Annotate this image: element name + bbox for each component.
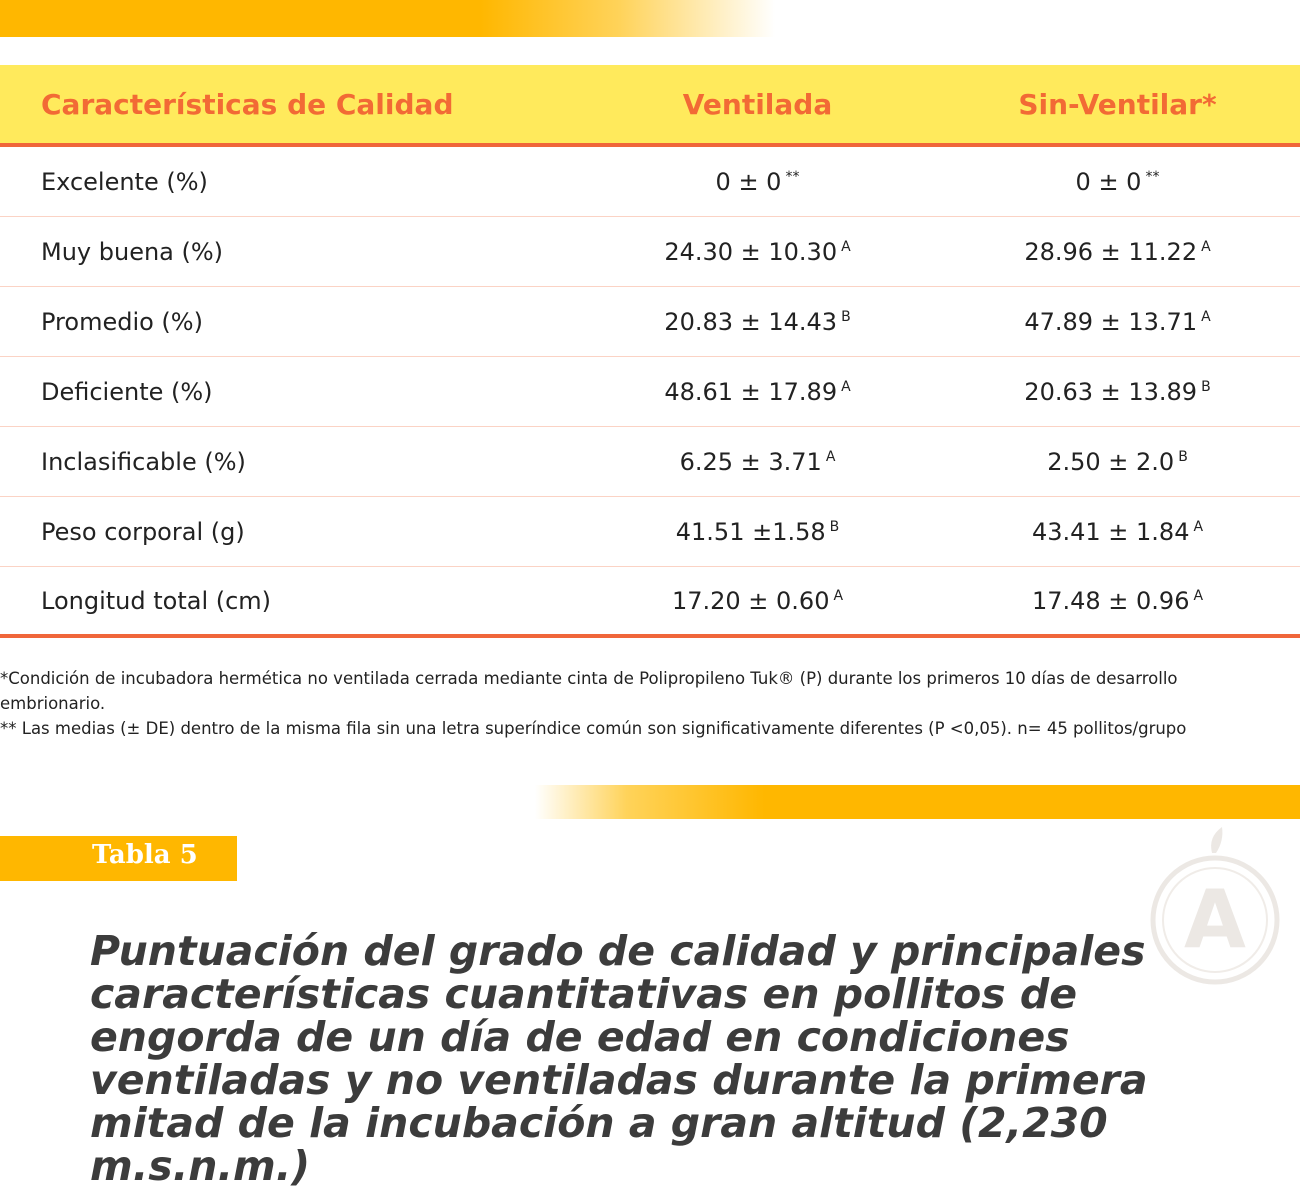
cell-superscript: B bbox=[1178, 448, 1188, 465]
cell-superscript: A bbox=[1193, 587, 1204, 604]
ventilada-cell bbox=[580, 217, 935, 287]
table-row bbox=[0, 427, 1300, 497]
table-row bbox=[0, 357, 1300, 427]
cell-superscript: B bbox=[1201, 378, 1211, 395]
cell-value: 28.96 ± 11.22 bbox=[1024, 237, 1198, 266]
row-label: Excelente (%) bbox=[0, 145, 580, 217]
table-row bbox=[0, 217, 1300, 287]
cell-superscript: ** bbox=[1145, 168, 1160, 185]
cell-superscript: ** bbox=[785, 168, 800, 185]
ventilada-cell bbox=[580, 145, 935, 217]
cell-superscript: A bbox=[833, 587, 844, 604]
cell-value: 41.51 ±1.58 bbox=[675, 517, 826, 546]
table-row bbox=[0, 145, 1300, 217]
ventilada-cell bbox=[580, 357, 935, 427]
watermark-letter: A bbox=[1184, 873, 1246, 966]
cell-superscript: A bbox=[1201, 308, 1211, 325]
sin-ventilar-cell bbox=[935, 427, 1300, 497]
sin-ventilar-cell bbox=[935, 567, 1300, 637]
mid-decorative-bar bbox=[535, 785, 1300, 819]
row-label: Deficiente (%) bbox=[0, 357, 580, 427]
top-decorative-bar bbox=[0, 0, 775, 37]
row-label: Longitud total (cm) bbox=[0, 567, 580, 637]
cell-value: 47.89 ± 13.71 bbox=[1024, 307, 1198, 336]
sin-ventilar-cell bbox=[935, 145, 1300, 217]
cell-value: 17.20 ± 0.60 bbox=[671, 586, 830, 615]
table-row bbox=[0, 287, 1300, 357]
cell-superscript: B bbox=[829, 518, 840, 535]
cell-value: 20.83 ± 14.43 bbox=[664, 307, 838, 336]
cell-superscript: A bbox=[1201, 238, 1211, 255]
header-ventilada: Ventilada bbox=[580, 65, 935, 145]
table-row bbox=[0, 567, 1300, 637]
cell-value: 2.50 ± 2.0 bbox=[1047, 447, 1175, 476]
cell-value: 0 ± 0 bbox=[715, 167, 782, 196]
cell-value: 20.63 ± 13.89 bbox=[1024, 377, 1198, 406]
sin-ventilar-cell bbox=[935, 217, 1300, 287]
cell-value: 48.61 ± 17.89 bbox=[664, 377, 838, 406]
cell-superscript: A bbox=[841, 378, 851, 395]
footnote-1: *Condición de incubadora hermética no ventilada cerrada mediante cinta de Polipropileno Tuk® (P) durante los primeros 10 días de desarrollo embrionario. bbox=[0, 669, 1178, 713]
cell-value: 43.41 ± 1.84 bbox=[1031, 517, 1190, 546]
table-number-label: Tabla 5 bbox=[92, 840, 198, 870]
sin-ventilar-cell bbox=[935, 357, 1300, 427]
cell-superscript: A bbox=[841, 238, 851, 255]
cell-value: 0 ± 0 bbox=[1075, 167, 1142, 196]
header-sin-ventilar: Sin-Ventilar* bbox=[935, 65, 1300, 145]
cell-value: 6.25 ± 3.71 bbox=[679, 447, 822, 476]
quality-table bbox=[0, 65, 1300, 638]
table-caption: Puntuación del grado de calidad y principales características cuantitativas en pollitos de engorda de un día de edad en condiciones ventiladas y no ventiladas durante la primera mitad de la incubación a gran altitud (2,230 m.s.n.m.) bbox=[90, 927, 1148, 1190]
row-label: Peso corporal (g) bbox=[0, 497, 580, 567]
cell-value: 17.48 ± 0.96 bbox=[1031, 586, 1190, 615]
cell-value: 24.30 ± 10.30 bbox=[664, 237, 838, 266]
ventilada-cell bbox=[580, 497, 935, 567]
row-label: Inclasificable (%) bbox=[0, 427, 580, 497]
footnote-2: ** Las medias (± DE) dentro de la misma fila sin una letra superíndice común son significativamente diferentes (P <0,05). n= 45 pollitos/grupo bbox=[0, 719, 1187, 738]
header-characteristics: Características de Calidad bbox=[0, 65, 580, 145]
ventilada-cell bbox=[580, 427, 935, 497]
cell-superscript: A bbox=[1193, 518, 1204, 535]
ventilada-cell bbox=[580, 567, 935, 637]
table-header-row bbox=[0, 65, 1300, 145]
row-label: Promedio (%) bbox=[0, 287, 580, 357]
ventilada-cell bbox=[580, 287, 935, 357]
row-label: Muy buena (%) bbox=[0, 217, 580, 287]
footnotes bbox=[0, 666, 1240, 741]
sin-ventilar-cell bbox=[935, 287, 1300, 357]
cell-superscript: B bbox=[841, 308, 851, 325]
sin-ventilar-cell bbox=[935, 497, 1300, 567]
table-row bbox=[0, 497, 1300, 567]
cell-superscript: A bbox=[825, 448, 836, 465]
table-number-tag bbox=[0, 836, 237, 881]
